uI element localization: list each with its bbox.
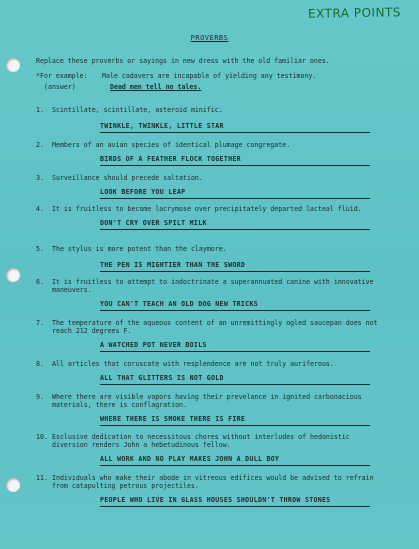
item-number: 7. [36, 319, 44, 327]
proverb-item [36, 205, 386, 230]
item-question: Where there are visible vapors having their prevelance in ignited carbonacious materials, there is conflagration. [52, 393, 362, 409]
item-answer: YOU CAN'T TEACH AN OLD DOG NEW TRICKS [100, 300, 370, 311]
item-answer: BIRDS OF A FEATHER FLOCK TOGETHER [100, 155, 370, 166]
item-answer: ALL WORK AND NO PLAY MAKES JOHN A DULL BOY [100, 455, 370, 466]
page-title: PROVERBS [190, 34, 229, 42]
example-answer: Dead men tell no tales. [110, 83, 202, 91]
item-answer: THE PEN IS MIGHTIER THAN THE SWORD [100, 261, 370, 272]
proverb-item [36, 278, 386, 311]
answer-label: (answer) [44, 83, 76, 91]
item-number: 4. [36, 205, 44, 213]
punch-hole [6, 58, 20, 72]
item-question: All articles that coruscate with resplendence are not truly auriferous. [52, 360, 334, 368]
item-question: It is fruitless to become lacrymose over precipitately departed lacteal fluid. [52, 205, 362, 213]
item-answer: DON'T CRY OVER SPILT MILK [100, 219, 370, 230]
item-number: 2. [36, 141, 44, 149]
item-question: The stylus is more potent than the claymore. [52, 245, 227, 253]
item-number: 11. [36, 474, 48, 482]
item-question: It is fruitless to attempt to indoctrinate a superannuated canine with innovative maneuvers. [52, 278, 374, 294]
example-block [36, 72, 316, 94]
punch-hole [6, 478, 20, 492]
proverb-item [36, 141, 386, 166]
proverb-item [36, 433, 386, 466]
proverb-item [36, 319, 386, 352]
item-number: 5. [36, 245, 44, 253]
item-number: 8. [36, 360, 44, 368]
proverb-item [36, 106, 386, 133]
header-note: EXTRA POINTS [307, 5, 402, 21]
item-question: Scintillate, scintillate, asteroid minific. [52, 106, 223, 114]
item-question: Esclusive dedication to necessitous chores without interludes of hedonistic diversion renders John a hebetudinous fellow. [52, 433, 350, 449]
item-question: Individuals who make their abode in vitreous edifices would be advised to refrain from catapulting petrous projectiles. [52, 474, 374, 490]
item-answer: WHERE THERE IS SMOKE THERE IS FIRE [100, 415, 370, 426]
item-number: 9. [36, 393, 44, 401]
proverb-item [36, 360, 386, 385]
item-question: Surveillance should precede saltation. [52, 174, 203, 182]
proverb-item [36, 474, 386, 507]
example-label: *For example: [36, 72, 88, 80]
item-number: 1. [36, 106, 44, 114]
item-number: 6. [36, 278, 44, 286]
item-answer: PEOPLE WHO LIVE IN GLASS HOUSES SHOULDN'T THROW STONES [100, 496, 370, 507]
instructions: Replace these proverbs or sayings in new dress with the old familiar ones. [36, 57, 330, 65]
proverb-item [36, 174, 386, 199]
item-answer: A WATCHED POT NEVER BOILS [100, 341, 370, 352]
item-answer: ALL THAT GLITTERS IS NOT GOLD [100, 374, 370, 385]
punch-hole [6, 268, 20, 282]
item-number: 3. [36, 174, 44, 182]
item-question: The temperature of the aqueous content of an unremittingly ogled saucepan does not reach 212 degrees F. [52, 319, 378, 335]
item-answer: LOOK BEFORE YOU LEAP [100, 188, 370, 199]
proverb-item [36, 393, 386, 426]
proverb-item [36, 245, 386, 272]
item-question: Members of an avian species of identical plumage congregate. [52, 141, 291, 149]
example-text: Male cadavers are incapable of yielding any testimony. [102, 72, 317, 80]
item-number: 10. [36, 433, 48, 441]
item-answer: TWINKLE, TWINKLE, LITTLE STAR [100, 122, 370, 133]
